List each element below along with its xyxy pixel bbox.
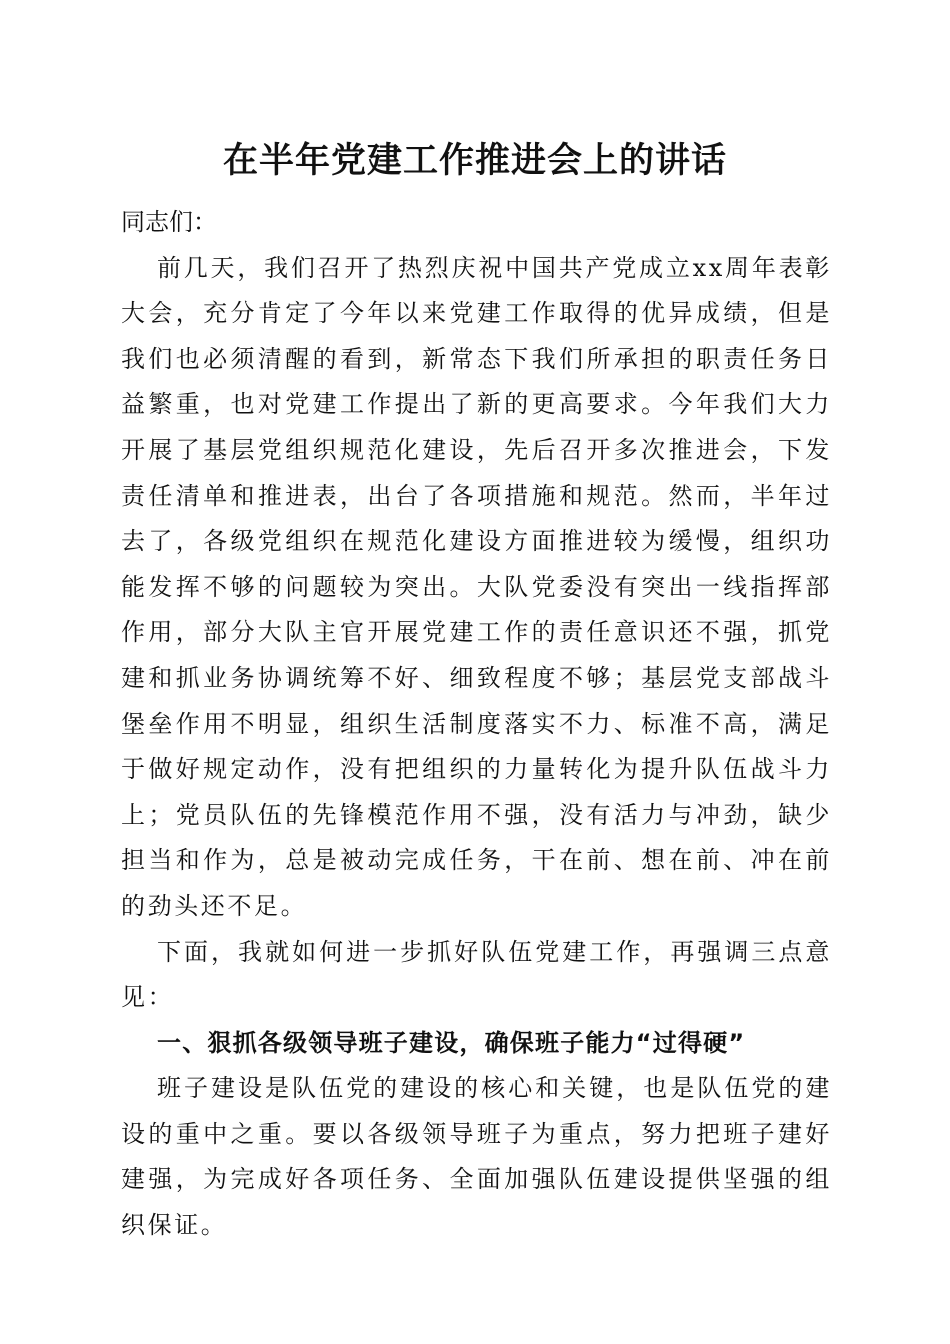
section-paragraph: 班子建设是队伍党的建设的核心和关键，也是队伍党的建设的重中之重。要以各级领导班子为重点，努力把班子建好建强，为完成好各项任务、全面加强队伍建设提供坚强的组织保证。 <box>121 1074 832 1240</box>
intro-paragraph: 前几天，我们召开了热烈庆祝中国共产党成立xx周年表彰大会，充分肯定了今年以来党建工作取得的优异成绩，但是我们也必须清醒的看到，新常态下我们所承担的职责任务日益繁重，也对党建工作提出了新的更高要求。今年我们大力开展了基层党组织规范化建设，先后召开多次推进会，下发责任清单和推进表，出台了各项措施和规范。然而，半年过去了，各级党组织在规范化建设方面推进较为缓慢，组织功能发挥不够的问题较为突出。大队党委没有突出一线指挥部作用，部分大队主官开展党建工作的责任意识还不强，抓党建和抓业务协调统筹不好、细致程度不够；基层党支部战斗堡垒作用不明显，组织生活制度落实不力、标准不高，满足于做好规定动作，没有把组织的力量转化为提升队伍战斗力上；党员队伍的先锋模范作用不强，没有活力与冲劲，缺少担当和作为，总是被动完成任务，干在前、想在前、冲在前的劲头还不足。 <box>121 253 832 920</box>
document-title: 在半年党建工作推进会上的讲话 <box>222 140 727 181</box>
document-body <box>121 200 832 1249</box>
salutation: 同志们： <box>121 208 217 236</box>
transition-paragraph: 下面，我就如何进一步抓好队伍党建工作，再强调三点意见： <box>121 937 832 1012</box>
section-heading-text: 一、狠抓各级领导班子建设，确保班子能力“过得硬” <box>157 1028 746 1057</box>
section-heading <box>121 1021 832 1067</box>
